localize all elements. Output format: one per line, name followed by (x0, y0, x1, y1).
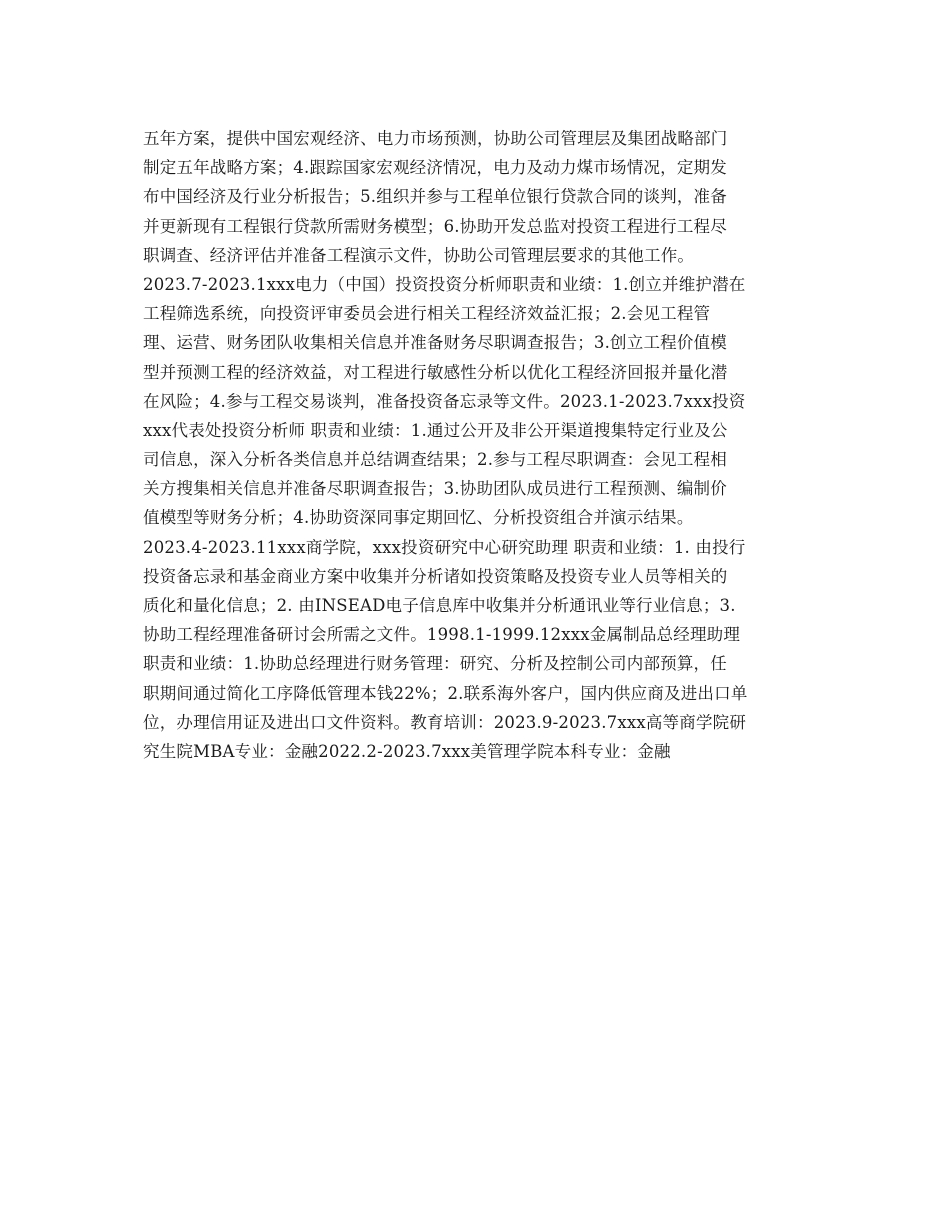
text-line: 究生院MBA专业：金融2022.2-2023.7xxx美管理学院本科专业：金融 (143, 741, 671, 761)
text-line: xxx代表处投资分析师 职责和业绩：1.通过公开及非公开渠道搜集特定行业及公 (143, 420, 728, 440)
text-line: 2023.7-2023.1xxx电力（中国）投资投资分析师职责和业绩：1.创立并维护潜在 (143, 274, 746, 294)
text-line: 理、运营、财务团队收集相关信息并准备财务尽职调查报告；3.创立工程价值模 (143, 333, 727, 353)
text-line: 投资备忘录和基金商业方案中收集并分析诸如投资策略及投资专业人员等相关的 (143, 566, 728, 586)
text-line: 工程筛选系统，向投资评审委员会进行相关工程经济效益汇报；2.会见工程管 (143, 304, 711, 324)
text-line: 协助工程经理准备研讨会所需之文件。1998.1-1999.12xxx金属制品总经理助理 (143, 625, 741, 645)
text-line: 位，办理信用证及进出口文件资料。教育培训：2023.9-2023.7xxx高等商学院研 (143, 712, 747, 732)
text-line: 制定五年战略方案；4.跟踪国家宏观经济情况，电力及动力煤市场情况，定期发 (143, 158, 727, 178)
text-line: 在风险；4.参与工程交易谈判，准备投资备忘录等文件。2023.1-2023.7xxx投资 (143, 391, 746, 411)
body-text (143, 124, 813, 766)
text-line: 值模型等财务分析；4.协助资深同事定期回忆、分析投资组合并演示结果。 (143, 508, 694, 528)
text-line: 职调查、经济评估并准备工程演示文件，协助公司管理层要求的其他工作。 (143, 245, 695, 265)
text-line: 关方搜集相关信息并准备尽职调查报告；3.协助团队成员进行工程预测、编制价 (143, 479, 727, 499)
text-line: 五年方案，提供中国宏观经济、电力市场预测，协助公司管理层及集团战略部门 (143, 129, 728, 148)
text-line: 质化和量化信息；2. 由INSEAD电子信息库中收集并分析通讯业等行业信息；3. (143, 596, 736, 615)
text-line: 司信息，深入分析各类信息并总结调查结果；2.参与工程尽职调查：会见工程相 (143, 450, 727, 470)
text-line: 型并预测工程的经济效益，对工程进行敏感性分析以优化工程经济回报并量化潜 (143, 362, 728, 382)
text-line: 职期间通过简化工序降低管理本钱22%；2.联系海外客户，国内供应商及进出口单 (143, 683, 748, 703)
text-line: 布中国经济及行业分析报告；5.组织并参与工程单位银行贷款合同的谈判，准备 (143, 187, 727, 207)
text-line: 2023.4-2023.11xxx商学院，xxx投资研究中心研究助理 职责和业绩：1. 由投行 (143, 537, 746, 557)
text-line: 职责和业绩：1.协助总经理进行财务管理：研究、分析及控制公司内部预算，任 (143, 654, 727, 674)
text-line: 并更新现有工程银行贷款所需财务模型；6.协助开发总监对投资工程进行工程尽 (143, 216, 727, 236)
